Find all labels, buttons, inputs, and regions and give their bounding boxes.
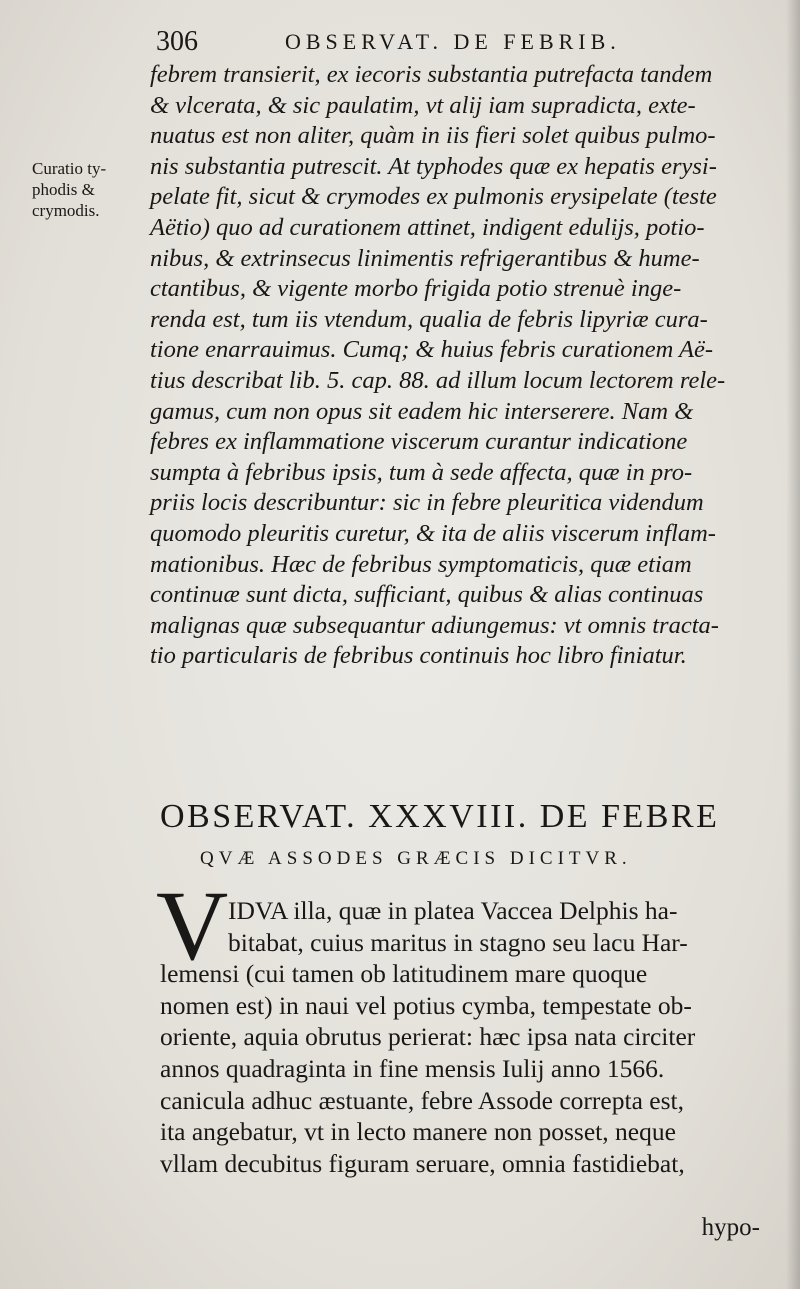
italic-paragraph <box>150 60 770 672</box>
page-header <box>150 22 770 62</box>
text-line: vllam decubitus figuram seruare, omnia fastidiebat, <box>160 1148 685 1178</box>
margin-note-line: phodis & <box>32 180 95 199</box>
margin-note-line: crymodis. <box>32 201 100 220</box>
text-line: nis substantia putrescit. At typhodes quæ ex hepatis erysi- <box>150 152 717 180</box>
text-line: canicula adhuc æstuante, febre Assode correpta est, <box>160 1085 684 1115</box>
section-title: OBSERVAT. XXXVIII. DE FEBRE <box>160 798 720 835</box>
text-line: mationibus. Hæc de febribus symptomaticis, quæ etiam <box>150 550 692 578</box>
text-line: sumpta à febribus ipsis, tum à sede affecta, quæ in pro- <box>150 458 693 486</box>
text-line: & vlcerata, & sic paulatim, vt alij iam supradicta, exte- <box>150 91 696 119</box>
text-line: tio particularis de febribus continuis hoc libro finiatur. <box>150 642 687 670</box>
text-line: oriente, aquia obrutus perierat: hæc ipsa nata circiter <box>160 1022 696 1052</box>
text-line: malignas quæ subsequantur adiungemus: vt omnis tracta- <box>150 611 719 639</box>
text-line: nomen est) in naui vel potius cymba, tempestate ob- <box>160 990 692 1020</box>
running-head: OBSERVAT. DE FEBRIB. <box>285 29 621 54</box>
text-line: annos quadraginta in fine mensis Iulij anno 1566. <box>160 1053 665 1083</box>
text-line: bitabat, cuius maritus in stagno seu lacu Har- <box>228 927 688 957</box>
text-line: IDVA illa, quæ in platea Vaccea Delphis ha- <box>228 896 678 925</box>
section-subtitle: QVÆ ASSODES GRÆCIS DICITVR. <box>200 848 632 869</box>
text-line: lemensi (cui tamen ob latitudinem mare quoque <box>160 959 648 989</box>
text-line: pelate fit, sicut & crymodes ex pulmonis erysipelate (teste <box>150 183 717 211</box>
text-line: renda est, tum iis vtendum, qualia de febris lipyriæ cura- <box>150 305 708 333</box>
text-line: nuatus est non aliter, quàm in iis fieri solet quibus pulmo- <box>150 122 716 150</box>
text-line: priis locis describuntur: sic in febre pleuritica videndum <box>150 489 704 517</box>
text-line: tius describat lib. 5. cap. 88. ad illum locum lectorem rele- <box>150 366 726 394</box>
text-line: gamus, cum non opus sit eadem hic interserere. Nam & <box>150 397 694 425</box>
margin-note-line: Curatio ty- <box>32 159 107 178</box>
catchword: hypo- <box>701 1214 760 1241</box>
text-line: continuæ sunt dicta, sufficiant, quibus & alias continuas <box>150 581 704 609</box>
roman-paragraph <box>160 895 770 1179</box>
page-number: 306 <box>156 26 198 57</box>
text-line: febres ex inflammatione viscerum curantur indicatione <box>150 428 688 456</box>
text-line: ctantibus, & vigente morbo frigida potio strenuè inge- <box>150 275 682 303</box>
text-line: quomodo pleuritis curetur, & ita de aliis viscerum inflam- <box>150 519 716 547</box>
text-line: ita angebatur, vt in lecto manere non posset, neque <box>160 1117 676 1147</box>
text-line: Aëtio) quo ad curationem attinet, indigent edulijs, potio- <box>150 213 705 241</box>
margin-note <box>32 158 152 221</box>
gutter-shadow <box>786 0 800 1289</box>
drop-cap: V <box>156 870 229 981</box>
text-line: nibus, & extrinsecus linimentis refrigerantibus & hume- <box>150 244 700 272</box>
text-line: febrem transierit, ex iecoris substantia putrefacta tandem <box>150 61 713 88</box>
text-line: tione enarrauimus. Cumq; & huius febris curationem Aë- <box>150 336 714 364</box>
